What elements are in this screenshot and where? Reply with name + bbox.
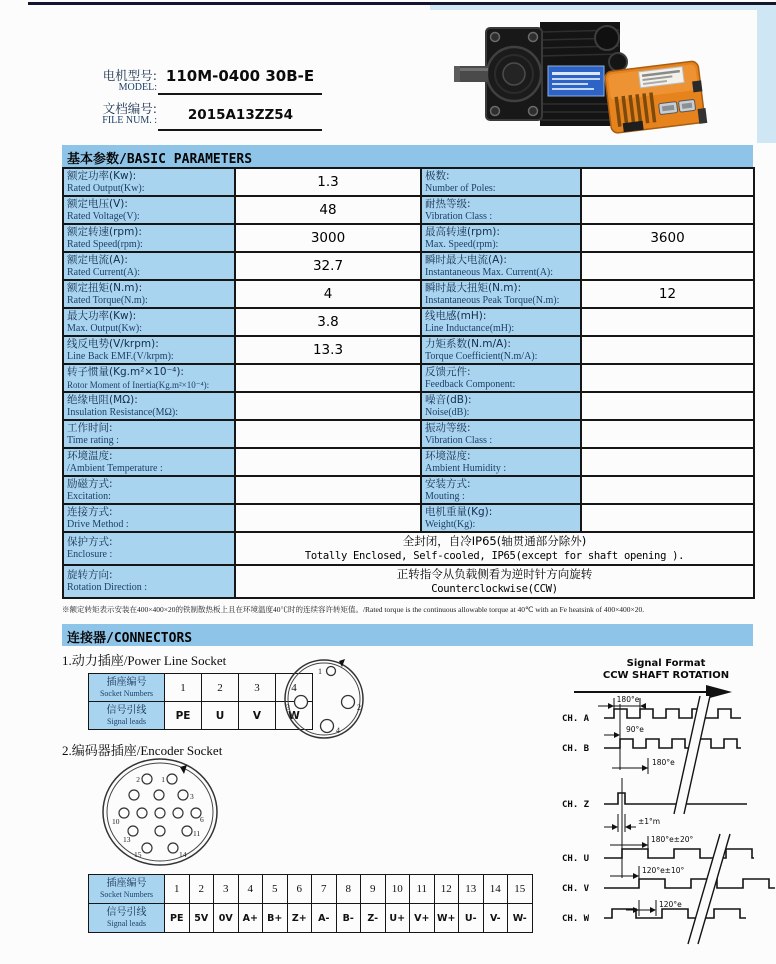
param-value xyxy=(581,476,754,504)
channel-label: CH. B xyxy=(562,744,590,754)
param-label: 瞬时最大电流(A): Instantaneous Max. Current(A): xyxy=(421,252,581,280)
param-value xyxy=(581,336,754,364)
signal-lead: PE xyxy=(165,702,202,730)
param-value: 3600 xyxy=(581,224,754,252)
socket-number: 10 xyxy=(385,875,410,904)
table-row-enclosure xyxy=(63,532,754,565)
socket-number: 12 xyxy=(434,875,459,904)
param-value: 3000 xyxy=(235,224,421,252)
param-value: 12 xyxy=(581,280,754,308)
svg-text:11: 11 xyxy=(193,829,201,838)
model-label-en: MODEL: xyxy=(118,82,157,93)
param-value xyxy=(235,476,421,504)
section-header-connectors: 连接器/CONNECTORS xyxy=(62,624,753,646)
table-row xyxy=(63,392,754,420)
socket-number: 2 xyxy=(202,674,239,702)
param-label: 反馈元件: Feedback Component: xyxy=(421,364,581,392)
annotation: 90°e xyxy=(626,725,644,734)
socket-number: 1 xyxy=(165,875,190,904)
param-label: 极数: Number of Poles: xyxy=(421,168,581,196)
table-row xyxy=(63,252,754,280)
socket-number: 1 xyxy=(165,674,202,702)
signal-lead: V- xyxy=(483,904,508,933)
param-label: 环境湿度: Ambient Humidity : xyxy=(421,448,581,476)
channel-label: CH. W xyxy=(562,914,590,924)
signal-lead: PE xyxy=(165,904,190,933)
annotation: 180°e xyxy=(616,695,640,704)
encoder-socket-table xyxy=(88,874,533,933)
param-label: 连接方式: Drive Method : xyxy=(63,504,235,532)
socket-number: 9 xyxy=(361,875,386,904)
model-value: 110M-0400 30B-E xyxy=(165,67,315,85)
signal-lead: 5V xyxy=(189,904,214,933)
table-row xyxy=(63,224,754,252)
table-row xyxy=(63,448,754,476)
signal-lead: Z- xyxy=(361,904,386,933)
annotation: 120°e±10° xyxy=(642,866,685,875)
annotation: 120°e xyxy=(659,900,682,909)
param-label: 噪音(dB): Noise(dB): xyxy=(421,392,581,420)
param-label: 工作时间: Time rating : xyxy=(63,420,235,448)
param-value xyxy=(235,392,421,420)
param-value xyxy=(581,448,754,476)
param-value: 4 xyxy=(235,280,421,308)
table-row xyxy=(63,420,754,448)
signal-lead: U+ xyxy=(385,904,410,933)
param-value: 48 xyxy=(235,196,421,224)
svg-text:1: 1 xyxy=(161,775,165,784)
param-label: 振动等级: Vibration Class : xyxy=(421,420,581,448)
socket-number: 8 xyxy=(336,875,361,904)
param-label: 最大功率(Kw): Max. Output(Kw): xyxy=(63,308,235,336)
row-header: 信号引线 Signal leads xyxy=(89,702,165,730)
right-blue-strip xyxy=(757,5,776,143)
row-header: 插座编号 Socket Numbers xyxy=(89,875,165,904)
param-label: 额定转速(rpm): Rated Speed(rpm): xyxy=(63,224,235,252)
signal-format-diagram xyxy=(548,652,776,948)
basic-parameters-table xyxy=(62,167,755,599)
table-row xyxy=(89,875,533,904)
power-socket-diagram xyxy=(278,652,370,744)
param-value-span: 正转指令从负载侧看为逆时针方向旋转 Counterclockwise(CCW) xyxy=(235,565,754,598)
table-row xyxy=(63,308,754,336)
param-label: 额定功率(Kw): Rated Output(Kw): xyxy=(63,168,235,196)
waveform-u xyxy=(604,849,754,858)
param-label: 额定扭矩(N.m): Rated Torque(N.m): xyxy=(63,280,235,308)
waveform-z xyxy=(604,793,747,804)
socket-number: 11 xyxy=(410,875,435,904)
socket-number: 6 xyxy=(287,875,312,904)
param-label: 绝缘电阻(MΩ): Insulation Resistance(MΩ): xyxy=(63,392,235,420)
param-value xyxy=(581,308,754,336)
svg-text:4: 4 xyxy=(336,726,340,735)
waveform-v xyxy=(604,879,775,888)
param-label: 额定电流(A): Rated Current(A): xyxy=(63,252,235,280)
param-value xyxy=(235,420,421,448)
section-header-basic: 基本参数/BASIC PARAMETERS xyxy=(62,145,753,167)
power-socket-title: 1.动力插座/Power Line Socket xyxy=(62,653,227,668)
signal-lead: W xyxy=(276,702,313,730)
param-value xyxy=(581,504,754,532)
param-label: 最高转速(rpm): Max. Speed(rpm): xyxy=(421,224,581,252)
param-label: 额定电压(V): Rated Voltage(V): xyxy=(63,196,235,224)
param-label: 环境温度: /Ambient Temperature : xyxy=(63,448,235,476)
table-row xyxy=(63,280,754,308)
file-label-en: FILE NUM. : xyxy=(102,115,157,126)
socket-number: 5 xyxy=(263,875,288,904)
param-value xyxy=(581,420,754,448)
signal-lead: Z+ xyxy=(287,904,312,933)
file-value: 2015A13ZZ54 xyxy=(187,107,294,123)
param-value-span: 全封闭，自冷IP65(轴贯通部分除外) Totally Enclosed, Self-cooled, IP65(except for shaft opening ). xyxy=(235,532,754,565)
svg-text:3: 3 xyxy=(190,792,194,801)
param-value xyxy=(581,392,754,420)
driver-photo xyxy=(599,50,713,148)
encoder-socket-diagram xyxy=(98,756,222,868)
socket-number: 2 xyxy=(189,875,214,904)
model-label-cn: 电机型号: xyxy=(102,68,157,83)
param-label: 安装方式: Mouting : xyxy=(421,476,581,504)
param-value xyxy=(581,252,754,280)
param-label: 旋转方向: Rotation Direction : xyxy=(63,565,235,598)
signal-lead: U xyxy=(202,702,239,730)
svg-text:3: 3 xyxy=(286,703,290,712)
table-row xyxy=(63,364,754,392)
waveform-w xyxy=(604,909,746,918)
param-value: 3.8 xyxy=(235,308,421,336)
signal-title: Signal Format xyxy=(626,658,706,669)
waveform-a xyxy=(604,709,741,718)
channel-label: CH. V xyxy=(562,884,590,894)
param-value xyxy=(235,364,421,392)
row-header: 信号引线 Signal leads xyxy=(89,904,165,933)
svg-text:15: 15 xyxy=(134,850,142,859)
table-row-rotation xyxy=(63,565,754,598)
socket-number: 4 xyxy=(276,674,313,702)
footnote: ※额定转矩表示安装在400×400×20的铁制散热板上且在环境温度40℃时的连续容许转矩值。/Rated torque is the continuous allowable torque at 40℃ with an Fe heatsink of 400×400×20. xyxy=(62,605,645,614)
model-underline xyxy=(158,93,322,95)
file-underline xyxy=(158,129,322,131)
annotation: ±1°m xyxy=(638,817,661,826)
svg-text:2: 2 xyxy=(357,703,361,712)
param-value xyxy=(235,448,421,476)
param-value xyxy=(581,196,754,224)
channel-label: CH. U xyxy=(562,854,590,864)
table-row xyxy=(63,476,754,504)
signal-lead: W- xyxy=(508,904,533,933)
table-row xyxy=(63,196,754,224)
param-label: 线电感(mH): Line Inductance(mH): xyxy=(421,308,581,336)
param-label: 电机重量(Kg): Weight(Kg): xyxy=(421,504,581,532)
param-value xyxy=(581,364,754,392)
param-value: 13.3 xyxy=(235,336,421,364)
socket-number: 4 xyxy=(238,875,263,904)
socket-number: 15 xyxy=(508,875,533,904)
encoder-socket-title: 2.编码器插座/Encoder Socket xyxy=(62,743,223,758)
socket-number: 13 xyxy=(459,875,484,904)
signal-lead: U- xyxy=(459,904,484,933)
svg-text:6: 6 xyxy=(200,815,204,824)
row-header: 插座编号 Socket Numbers xyxy=(89,674,165,702)
socket-number: 14 xyxy=(483,875,508,904)
channel-label: CH. Z xyxy=(562,800,590,810)
signal-subtitle: CCW SHAFT ROTATION xyxy=(602,670,730,681)
signal-lead: A- xyxy=(312,904,337,933)
signal-lead: W+ xyxy=(434,904,459,933)
table-row xyxy=(89,904,533,933)
svg-text:13: 13 xyxy=(123,835,131,844)
signal-lead: V+ xyxy=(410,904,435,933)
param-label: 瞬时最大扭矩(N.m): Instantaneous Peak Torque(N.m): xyxy=(421,280,581,308)
param-label: 转子惯量(Kg.m²×10⁻⁴): Rotor Moment of Inertia(Kg.m²×10⁻⁴): xyxy=(63,364,235,392)
socket-number: 3 xyxy=(214,875,239,904)
param-value: 1.3 xyxy=(235,168,421,196)
annotation: 180°e xyxy=(652,758,675,767)
channel-label: CH. A xyxy=(562,714,590,724)
param-label: 力矩系数(N.m/A): Torque Coefficient(N.m/A): xyxy=(421,336,581,364)
svg-text:10: 10 xyxy=(112,817,120,826)
socket-number: 7 xyxy=(312,875,337,904)
svg-text:2: 2 xyxy=(136,775,140,784)
signal-lead: A+ xyxy=(238,904,263,933)
param-label: 耐热等级: Vibration Class : xyxy=(421,196,581,224)
signal-lead: 0V xyxy=(214,904,239,933)
table-row xyxy=(63,336,754,364)
annotation: 180°e±20° xyxy=(651,835,694,844)
param-label: 励磁方式: Excitation: xyxy=(63,476,235,504)
signal-lead: B- xyxy=(336,904,361,933)
param-value xyxy=(581,168,754,196)
param-label: 线反电势(V/krpm): Line Back EMF.(V/krpm): xyxy=(63,336,235,364)
param-value: 32.7 xyxy=(235,252,421,280)
file-label-cn: 文档编号: xyxy=(102,101,157,116)
signal-lead: V xyxy=(239,702,276,730)
svg-text:14: 14 xyxy=(179,850,187,859)
socket-number: 3 xyxy=(239,674,276,702)
signal-lead: B+ xyxy=(263,904,288,933)
svg-text:1: 1 xyxy=(318,667,322,676)
param-value xyxy=(235,504,421,532)
table-row xyxy=(63,504,754,532)
table-row xyxy=(63,168,754,196)
waveform-b xyxy=(604,739,741,748)
param-label: 保护方式: Enclosure : xyxy=(63,532,235,565)
